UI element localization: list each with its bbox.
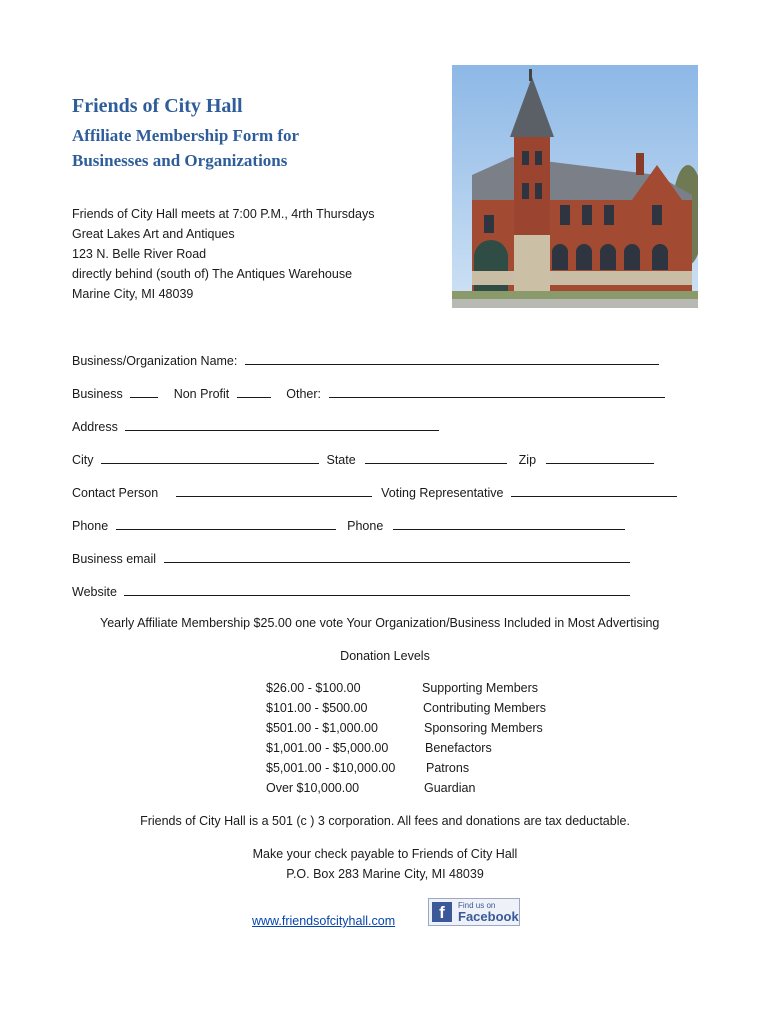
mailing-address: P.O. Box 283 Marine City, MI 48039	[286, 867, 484, 881]
donation-level-name: Patrons	[426, 761, 470, 775]
business-name-row	[72, 352, 659, 368]
donation-level-name: Benefactors	[425, 741, 492, 755]
state-label: State	[326, 453, 356, 467]
subtitle-line-2: Businesses and Organizations	[72, 151, 288, 170]
donation-level-name: Contributing Members	[423, 701, 546, 715]
address-input[interactable]	[125, 418, 439, 431]
state-input[interactable]	[365, 451, 507, 464]
nonprofit-input[interactable]	[237, 385, 271, 398]
business-name-input[interactable]	[245, 352, 659, 365]
zip-input[interactable]	[546, 451, 654, 464]
facebook-icon: f	[432, 902, 452, 922]
business-email-label: Business email	[72, 552, 157, 566]
meeting-info-line: Great Lakes Art and Antiques	[72, 227, 235, 241]
donation-levels-heading: Donation Levels	[340, 649, 430, 663]
donation-range: $501.00 - $1,000.00	[266, 721, 378, 735]
phone-row	[72, 517, 625, 533]
facebook-find-us-text: Find us on	[458, 901, 496, 910]
phone-label: Phone	[72, 519, 109, 533]
city-state-zip-row	[72, 451, 654, 467]
website-link[interactable]: www.friendsofcityhall.com	[252, 914, 396, 928]
contact-person-input[interactable]	[176, 484, 372, 497]
meeting-info-line: 123 N. Belle River Road	[72, 247, 207, 261]
business-type-row	[72, 385, 665, 401]
donation-range: $26.00 - $100.00	[266, 681, 361, 695]
nonprofit-label: Non Profit	[173, 387, 230, 401]
donation-level-name: Guardian	[424, 781, 476, 795]
city-label: City	[72, 453, 94, 467]
voting-representative-label: Voting Representative	[381, 486, 504, 500]
donation-range: Over $10,000.00	[266, 781, 360, 795]
voting-representative-input[interactable]	[511, 484, 677, 497]
payable-line: Make your check payable to Friends of City Hall	[252, 847, 518, 861]
business-type-label: Business	[72, 387, 123, 401]
facebook-wordmark: Facebook	[458, 909, 519, 924]
website-row	[72, 583, 630, 599]
subtitle-line-1: Affiliate Membership Form for	[72, 126, 300, 145]
meeting-info-line: Friends of City Hall meets at 7:00 P.M., 4rth Thursdays	[72, 207, 375, 221]
city-input[interactable]	[101, 451, 319, 464]
donation-level-name: Supporting Members	[422, 681, 539, 695]
phone-2-input[interactable]	[393, 517, 625, 530]
meeting-info-line: Marine City, MI 48039	[72, 287, 194, 301]
facebook-badge[interactable]	[428, 898, 520, 926]
zip-label: Zip	[518, 453, 537, 467]
business-type-input[interactable]	[130, 385, 158, 398]
donation-level-name: Sponsoring Members	[424, 721, 543, 735]
other-label: Other:	[286, 387, 322, 401]
phone-input[interactable]	[116, 517, 336, 530]
donation-range: $1,001.00 - $5,000.00	[266, 741, 389, 755]
other-input[interactable]	[329, 385, 665, 398]
phone-2-label: Phone	[347, 519, 384, 533]
address-row	[72, 418, 439, 434]
business-name-label: Business/Organization Name:	[72, 354, 238, 368]
donation-range: $101.00 - $500.00	[266, 701, 368, 715]
meeting-info-line: directly behind (south of) The Antiques Warehouse	[72, 267, 353, 281]
page-title: Friends of City Hall	[72, 95, 243, 117]
email-row	[72, 550, 630, 566]
contact-row	[72, 484, 677, 500]
address-label: Address	[72, 420, 118, 434]
website-input[interactable]	[124, 583, 630, 596]
yearly-membership-text: Yearly Affiliate Membership $25.00 one vote Your Organization/Business Included in Most Advertising	[100, 616, 660, 630]
contact-person-label: Contact Person	[72, 486, 159, 500]
tax-note: Friends of City Hall is a 501 (c ) 3 corporation. All fees and donations are tax deductable.	[140, 814, 630, 828]
donation-range: $5,001.00 - $10,000.00	[266, 761, 396, 775]
business-email-input[interactable]	[164, 550, 630, 563]
website-label: Website	[72, 585, 117, 599]
city-hall-photo	[452, 65, 698, 308]
